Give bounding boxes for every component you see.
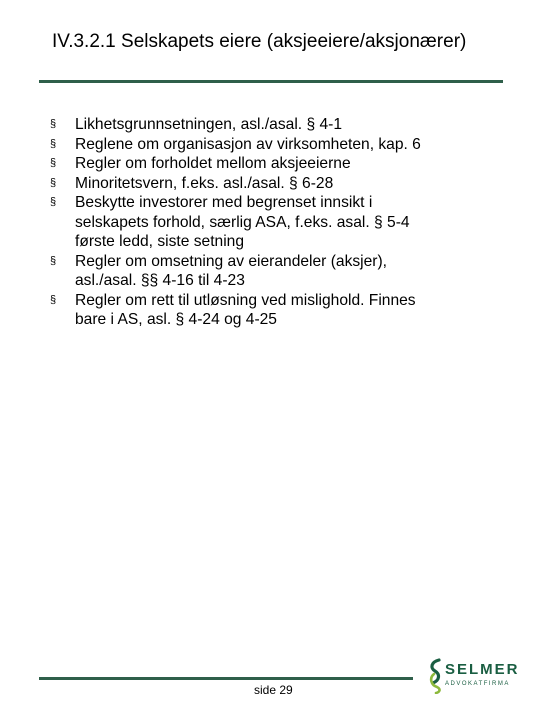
bullet-item bbox=[50, 193, 490, 252]
bullet-item bbox=[50, 135, 490, 155]
page-number: side 29 bbox=[254, 683, 293, 697]
bullet-line: bare i AS, asl. § 4-24 og 4-25 bbox=[75, 311, 277, 328]
bullet-item bbox=[50, 154, 490, 174]
bullet-marker: § bbox=[50, 293, 57, 306]
bullet-line: Likhetsgrunnsetningen, asl./asal. § 4-1 bbox=[75, 116, 342, 133]
bullet-marker: § bbox=[50, 137, 57, 150]
bullet-item bbox=[50, 115, 490, 135]
logo-wordmark: SELMER bbox=[445, 661, 520, 678]
bullet-line: Minoritetsvern, f.eks. asl./asal. § 6-28 bbox=[75, 174, 334, 192]
bullet-line: første ledd, siste setning bbox=[75, 233, 245, 250]
bullet-item bbox=[50, 174, 490, 194]
bullet-marker: § bbox=[50, 254, 57, 267]
footer-divider bbox=[39, 677, 413, 680]
bullet-list bbox=[50, 115, 490, 330]
logo-tagline: ADVOKATFIRMA bbox=[445, 681, 510, 687]
bullet-line: Beskytte investorer med begrenset innsikt i bbox=[75, 194, 373, 211]
bullet-line: Regler om rett til utløsning ved mislighold. Finnes bbox=[75, 291, 416, 309]
selmer-logo-icon bbox=[428, 658, 444, 694]
slide-title: IV.3.2.1 Selskapets eiere (aksjeeiere/aksjonærer) bbox=[52, 31, 467, 52]
bullet-item bbox=[50, 252, 490, 291]
selmer-logo bbox=[428, 658, 520, 692]
bullet-marker: § bbox=[50, 176, 57, 189]
bullet-line: selskapets forhold, særlig ASA, f.eks. asal. § 5-4 bbox=[75, 213, 410, 231]
title-divider bbox=[39, 80, 503, 83]
bullet-marker: § bbox=[50, 157, 57, 169]
bullet-line: Regler om forholdet mellom aksjeeierne bbox=[75, 155, 351, 172]
bullet-line: Regler om omsetning av eierandeler (aksjer), bbox=[75, 252, 388, 270]
bullet-line: Reglene om organisasjon av virksomheten, kap. 6 bbox=[75, 135, 421, 153]
bullet-item bbox=[50, 291, 490, 330]
bullet-line: asl./asal. §§ 4-16 til 4-23 bbox=[75, 272, 245, 289]
bullet-marker: § bbox=[50, 118, 57, 130]
bullet-marker: § bbox=[50, 196, 57, 208]
